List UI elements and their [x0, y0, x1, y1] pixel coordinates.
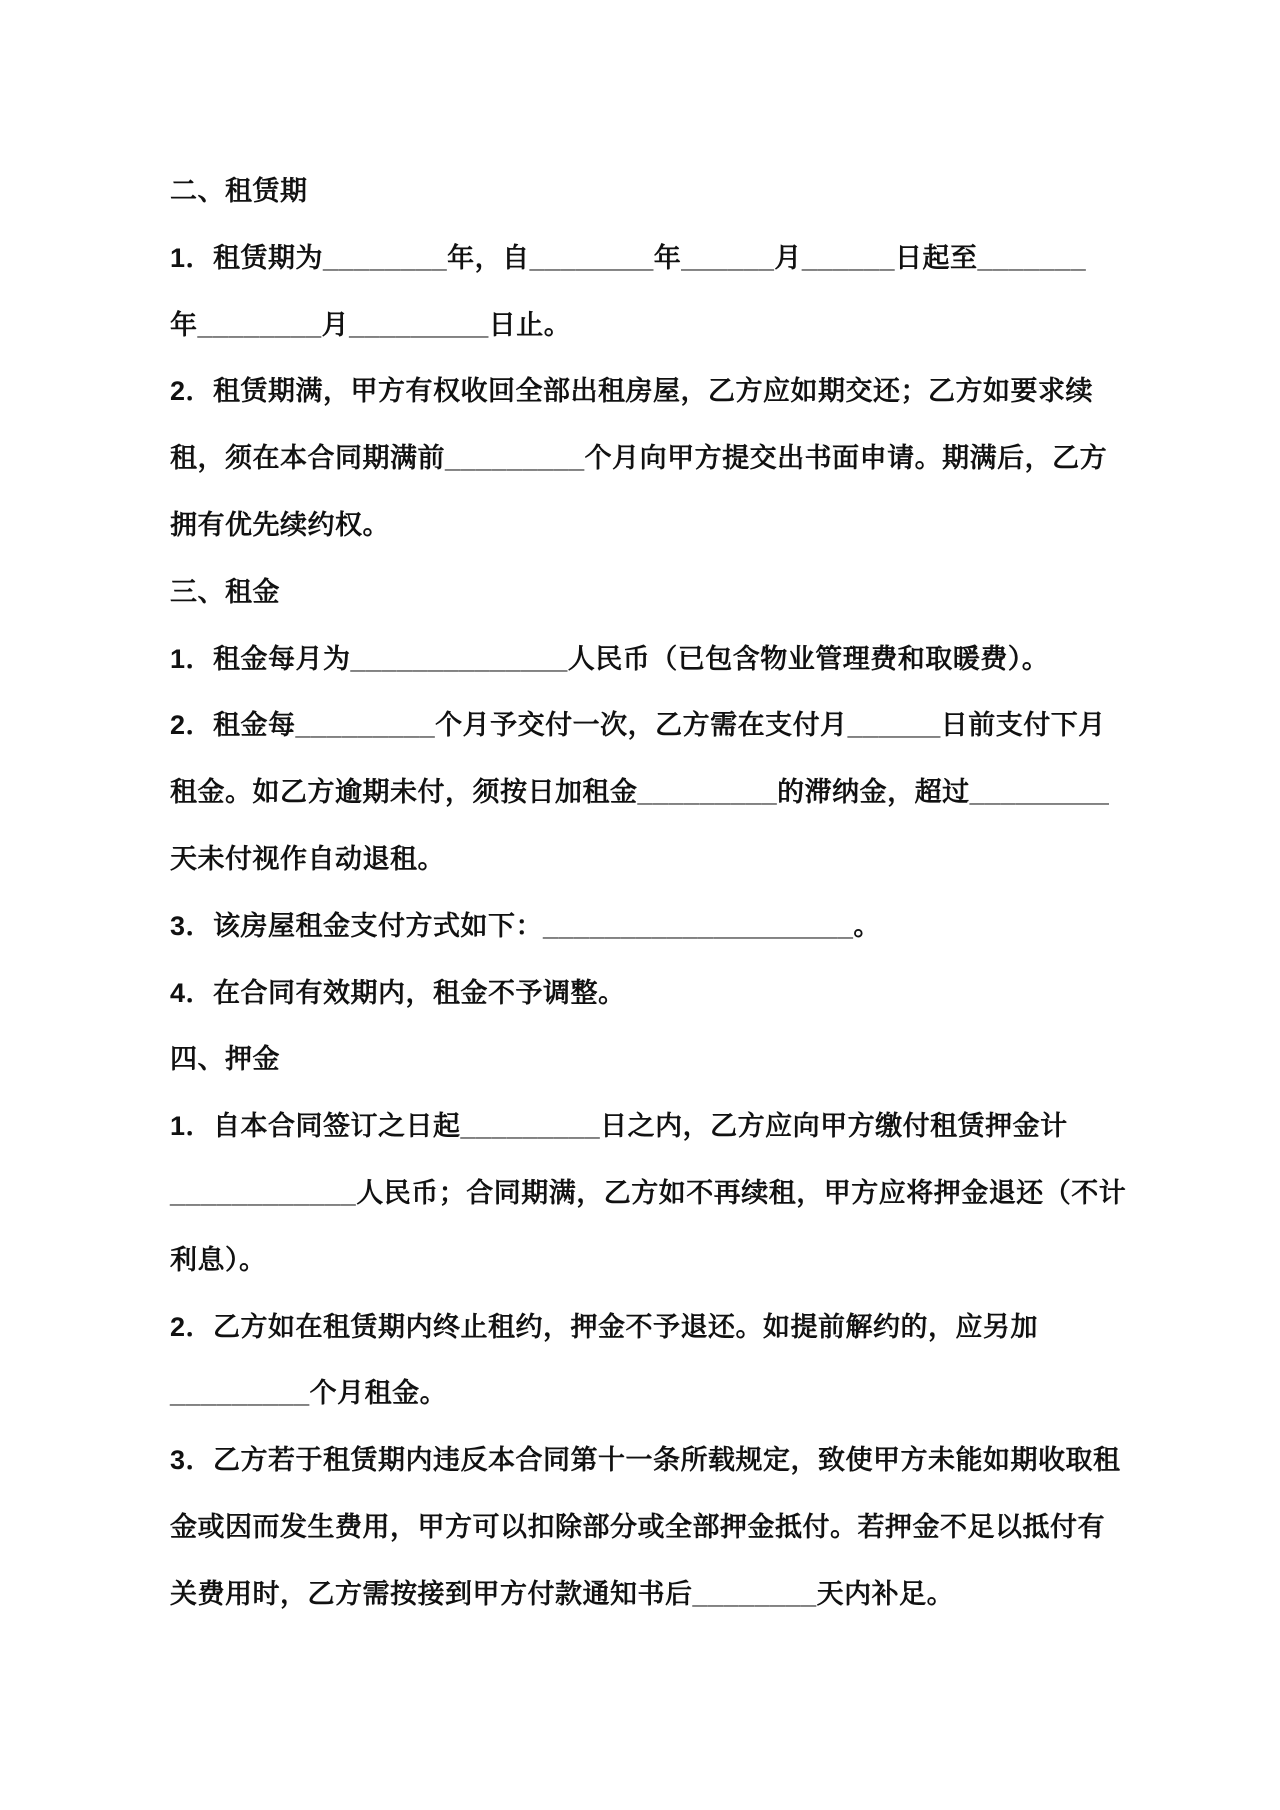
rent-line-3: 租金。如乙方逾期未付，须按日加租金_________的滞纳金，超过_________: [170, 777, 1110, 808]
rent-line-4: 天未付视作自动退租。: [170, 843, 445, 874]
deposit-line-3: 利息）。: [170, 1244, 267, 1275]
deposit-line-6: 3．乙方若于租赁期内违反本合同第十一条所载规定，致使甲方未能如期收取租: [170, 1445, 1121, 1476]
deposit-line-4: 2．乙方如在租赁期内终止租约，押金不予退还。如提前解约的，应另加: [170, 1311, 1039, 1342]
section-heading-deposit: 四、押金: [170, 1044, 280, 1075]
lease-term-line-3: 2．租赁期满，甲方有权收回全部出租房屋，乙方应如期交还；乙方如要求续: [170, 376, 1094, 407]
deposit-line-2: ____________人民币；合同期满，乙方如不再续租，甲方应将押金退还（不计: [170, 1177, 1127, 1208]
lease-term-line-4: 租，须在本合同期满前_________个月向甲方提交出书面申请。期满后，乙方: [170, 443, 1108, 474]
rent-line-6: 4．在合同有效期内，租金不予调整。: [170, 977, 626, 1008]
section-heading-rent: 三、租金: [170, 576, 280, 607]
lease-term-line-5: 拥有优先续约权。: [170, 509, 390, 540]
rent-line-5: 3．该房屋租金支付方式如下：____________________。: [170, 910, 881, 941]
lease-term-line-2: 年________月_________日止。: [170, 309, 572, 340]
deposit-line-1: 1．自本合同签订之日起_________日之内，乙方应向甲方缴付租赁押金计: [170, 1111, 1068, 1142]
rent-line-2: 2．租金每_________个月予交付一次，乙方需在支付月______日前支付下月: [170, 710, 1106, 741]
deposit-line-5: _________个月租金。: [170, 1378, 448, 1409]
deposit-line-8: 关费用时，乙方需按接到甲方付款通知书后________天内补足。: [170, 1578, 955, 1609]
rent-line-1: 1．租金每月为______________人民币（已包含物业管理费和取暖费）。: [170, 643, 1050, 674]
deposit-line-7: 金或因而发生费用，甲方可以扣除部分或全部押金抵付。若押金不足以抵付有: [170, 1511, 1105, 1542]
lease-term-line-1: 1．租赁期为________年，自________年______月______日起至_______: [170, 242, 1087, 273]
section-heading-lease-term: 二、租赁期: [170, 176, 308, 206]
document-body: [170, 158, 1210, 1628]
